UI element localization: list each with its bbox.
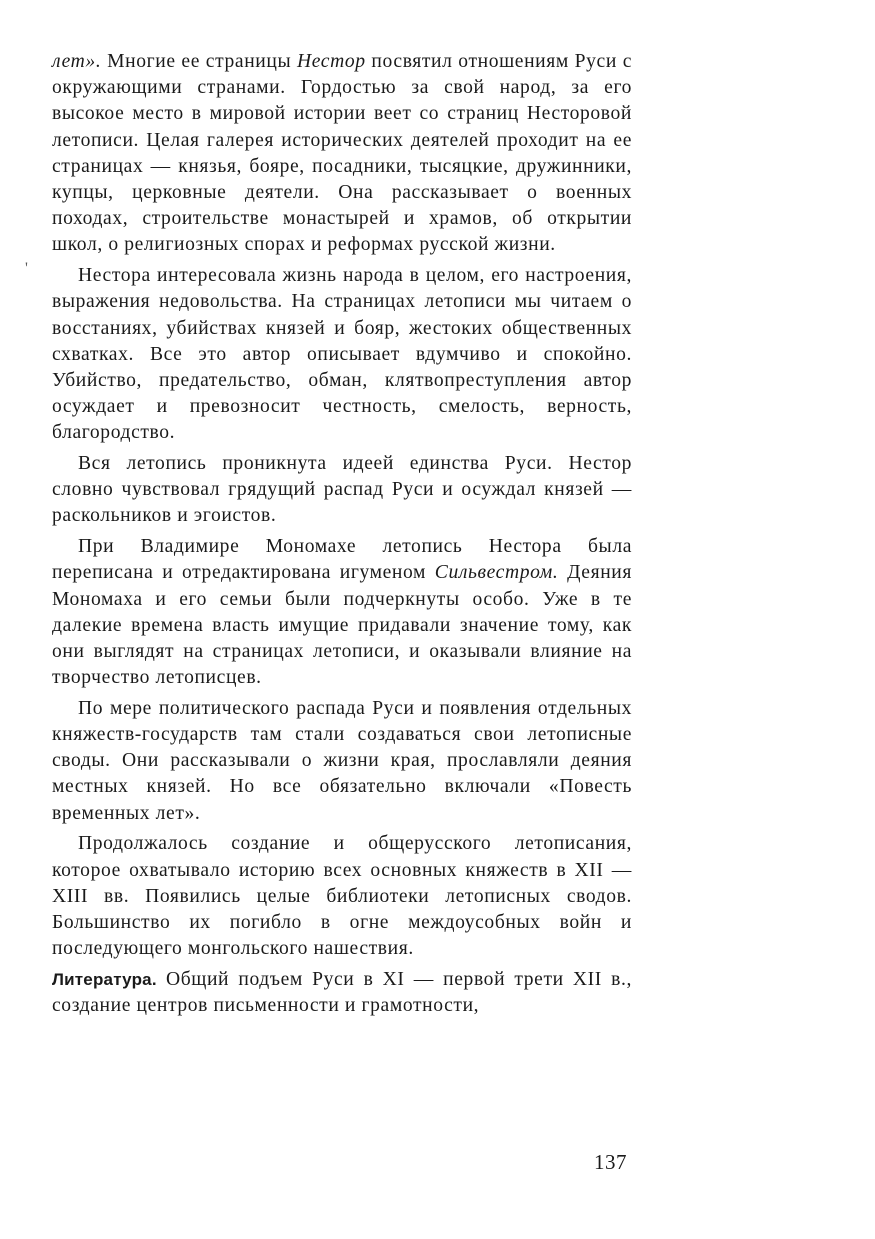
paragraph-text: Продолжалось создание и общерусского летописания, которое охватывало историю всех основных княжеств в XII — XIII вв. Появились целые библиотеки летописных сводов. Большинство их погибло в огне междоусобных войн и последующего монгольского нашествия. xyxy=(52,833,632,960)
paragraph-text: Деяния Мономаха и его семьи были подчеркнуты особо. Уже в те далекие времена власть имущие придавали значение тому, как они выглядят на страницах летописи, и оказывали влияние на творчество летописцев. xyxy=(52,562,632,689)
paragraph-text: По мере политического распада Руси и появления отдельных княжеств-государств там стали создаваться свои летописные своды. Они рассказывали о жизни края, прославляли деяния местных князей. Но все обязательно включали «Повесть временных лет». xyxy=(52,697,632,824)
paragraph xyxy=(52,534,632,691)
paragraph-text: Вся летопись проникнута идеей единства Руси. Нестор словно чувствовал грядущий распад Руси и осуждал князей — раскольников и эгоистов. xyxy=(52,453,632,527)
paragraph-text: При Владимире Мономахе летопись Нестора была переписана и отредактирована игуменом xyxy=(52,536,632,584)
section-heading: Литература. xyxy=(52,969,157,989)
paragraph xyxy=(52,696,632,827)
italic-term: Сильвестром. xyxy=(434,562,559,584)
page-number: 137 xyxy=(594,1150,627,1174)
paragraph-text: Многие ее страницы xyxy=(101,51,297,72)
paragraph-text: Общий подъем Руси в XI — первой трети XII в., создание центров письменности и грамотности, xyxy=(52,968,632,1017)
paragraph xyxy=(52,967,632,1019)
paragraph xyxy=(52,831,632,962)
paragraph-text: Нестора интересовала жизнь народа в целом, его настроения, выражения недовольства. На страницах летописи мы читаем о восстаниях, убийствах князей и бояр, жестоких общественных схватках. Все это автор описывает вдумчиво и спокойно. Убийство, предательство, обман, клятвопреступления автор осуждает и превозносит честность, смелость, верность, благородство. xyxy=(52,265,632,444)
margin-mark: ' xyxy=(25,260,28,277)
paragraph xyxy=(52,263,632,446)
paragraph xyxy=(52,451,632,530)
paragraph-text: посвятил отношениям Руси с окружающими странами. Гордостью за свой народ, за его высокое место в мировой истории веет со страниц Несторовой летописи. Целая галерея исторических деятелей проходит на ее страницах — князья, бояре, посадники, тысяцкие, дружинники, купцы, церковные деятели. Она рассказывает о военных походах, строительстве монастырей и храмов, об открытии школ, о религиозных спорах и реформах русской жизни. xyxy=(52,51,632,256)
italic-term: лет». xyxy=(52,51,102,72)
italic-term: Нестор xyxy=(297,51,366,72)
paragraph xyxy=(52,49,632,259)
text-column xyxy=(52,49,632,1024)
